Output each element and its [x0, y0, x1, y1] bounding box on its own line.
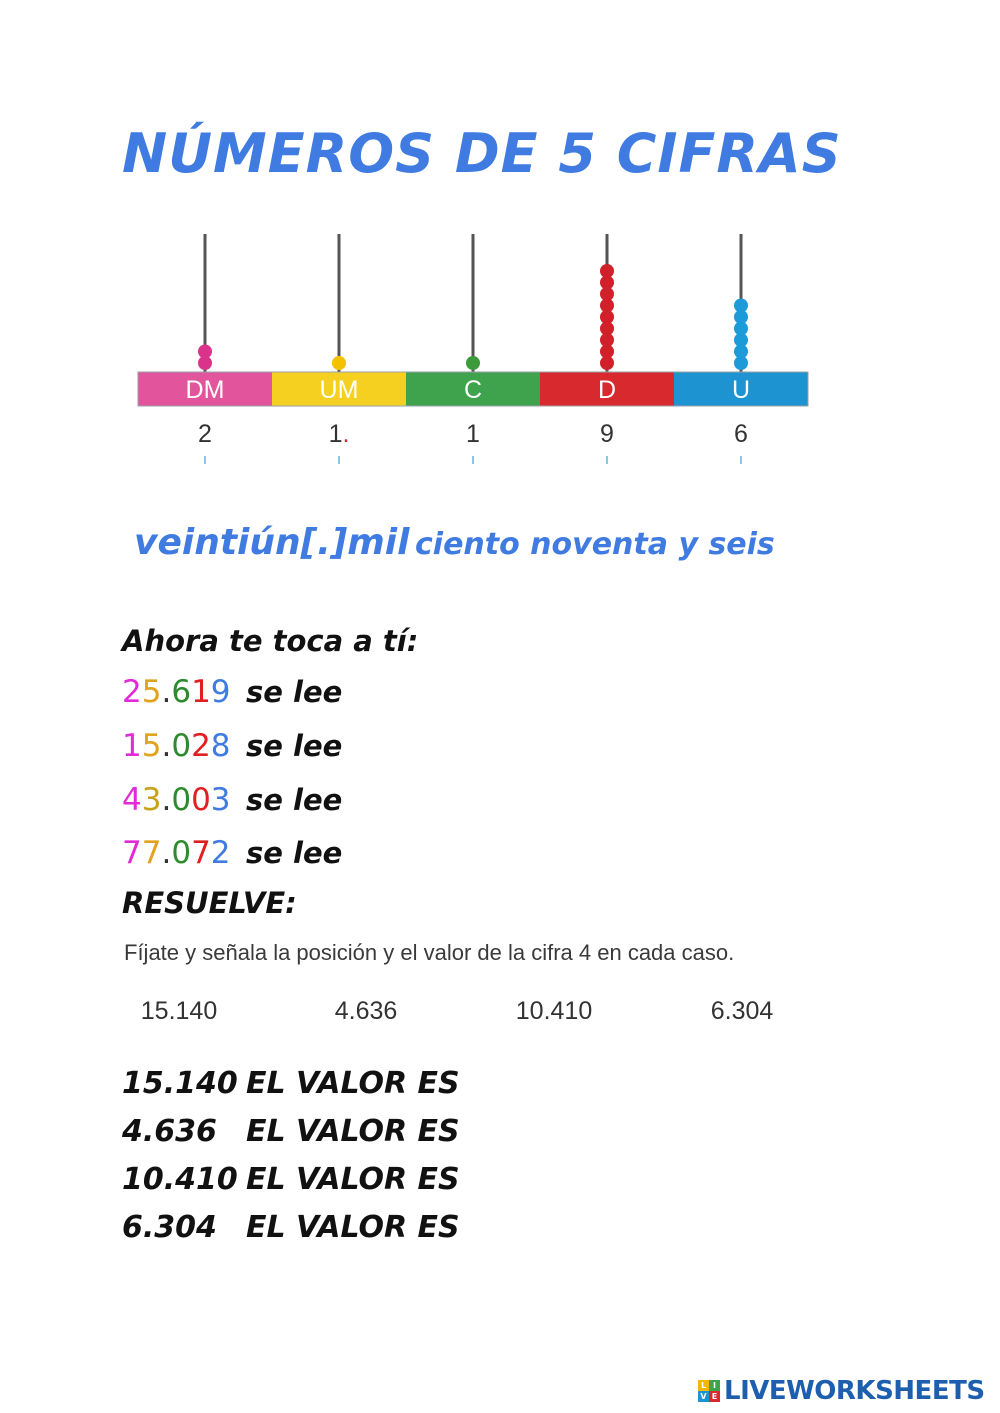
- se-lee-label: se lee: [246, 783, 343, 817]
- reading-part-2: ciento noventa y seis: [415, 527, 775, 562]
- place-value-label: DM: [185, 376, 225, 404]
- value-label: EL VALOR ES: [246, 1066, 460, 1101]
- value-number: 10.410: [122, 1162, 238, 1197]
- digit: 0: [171, 728, 192, 764]
- practice-row: [122, 674, 342, 714]
- digit: 4: [122, 782, 142, 818]
- digit: .: [161, 835, 172, 871]
- digit: .: [161, 728, 172, 764]
- reading-part-1: veintiún[.]mil: [134, 522, 410, 563]
- digit: 3: [210, 782, 231, 818]
- place-value-label: C: [463, 376, 483, 404]
- number-reading: [134, 522, 775, 563]
- abacus-bead: [600, 264, 614, 278]
- practice-row: [122, 835, 342, 875]
- value-row: [122, 1114, 460, 1149]
- place-value-digit: 6: [734, 420, 748, 448]
- abacus-bead: [734, 299, 748, 313]
- number-pill: 10.410: [515, 996, 593, 1025]
- number-pill: 15.140: [140, 996, 218, 1025]
- digit: 1: [191, 674, 211, 710]
- practice-number: [122, 835, 246, 871]
- place-value-label: D: [597, 376, 617, 404]
- number-pill: 4.636: [334, 996, 398, 1025]
- se-lee-label: se lee: [246, 836, 343, 870]
- place-value-digit: 1.: [328, 420, 350, 448]
- abacus-diagram: [120, 210, 840, 470]
- digit: 9: [210, 674, 231, 710]
- place-value-digit: 2: [198, 420, 212, 448]
- se-lee-label: se lee: [246, 729, 343, 763]
- digit: 7: [122, 835, 142, 871]
- digit: 5: [141, 728, 162, 764]
- place-value-digit: 1: [466, 420, 480, 448]
- practice-row: [122, 782, 342, 822]
- value-label: EL VALOR ES: [246, 1114, 460, 1149]
- abacus-bead: [198, 345, 212, 359]
- value-row: [122, 1162, 460, 1197]
- digit: .: [161, 674, 172, 710]
- abacus-bead: [332, 356, 346, 370]
- practice-number: [122, 674, 246, 710]
- place-value-label: UM: [319, 376, 359, 404]
- resuelve-heading: RESUELVE:: [122, 886, 297, 920]
- digit: 8: [210, 728, 231, 764]
- digit: 5: [141, 674, 162, 710]
- digit: 7: [141, 835, 162, 871]
- digit: 7: [191, 835, 211, 871]
- se-lee-label: se lee: [246, 675, 343, 709]
- value-row: [122, 1210, 460, 1245]
- digit: 2: [191, 728, 211, 764]
- digit: 2: [122, 674, 142, 710]
- digit: 0: [171, 782, 192, 818]
- value-row: [122, 1066, 460, 1101]
- value-number: 6.304: [122, 1210, 217, 1245]
- digit: 0: [171, 835, 192, 871]
- place-value-label: U: [731, 376, 751, 404]
- liveworksheets-logo: [698, 1376, 985, 1406]
- page-title: NÚMEROS DE 5 CIFRAS: [122, 122, 842, 185]
- abacus-bead: [466, 356, 480, 370]
- digit: 0: [191, 782, 211, 818]
- value-label: EL VALOR ES: [246, 1210, 460, 1245]
- logo-text: LIVEWORKSHEETS: [724, 1376, 985, 1406]
- practice-number: [122, 782, 246, 818]
- practice-number: [122, 728, 246, 764]
- digit: 3: [141, 782, 162, 818]
- practice-heading: Ahora te toca a tí:: [122, 624, 419, 658]
- logo-mark-icon: L I V E: [698, 1380, 720, 1402]
- place-value-digit: 9: [600, 420, 614, 448]
- digit: 2: [210, 835, 231, 871]
- digit: 6: [171, 674, 192, 710]
- practice-row: [122, 728, 342, 768]
- value-label: EL VALOR ES: [246, 1162, 460, 1197]
- instruction-text: Fíjate y señala la posición y el valor de la cifra 4 en cada caso.: [124, 940, 735, 965]
- number-pill: 6.304: [710, 996, 774, 1025]
- digit: 1: [122, 728, 142, 764]
- value-number: 4.636: [122, 1114, 217, 1149]
- digit: .: [161, 782, 172, 818]
- value-number: 15.140: [122, 1066, 238, 1101]
